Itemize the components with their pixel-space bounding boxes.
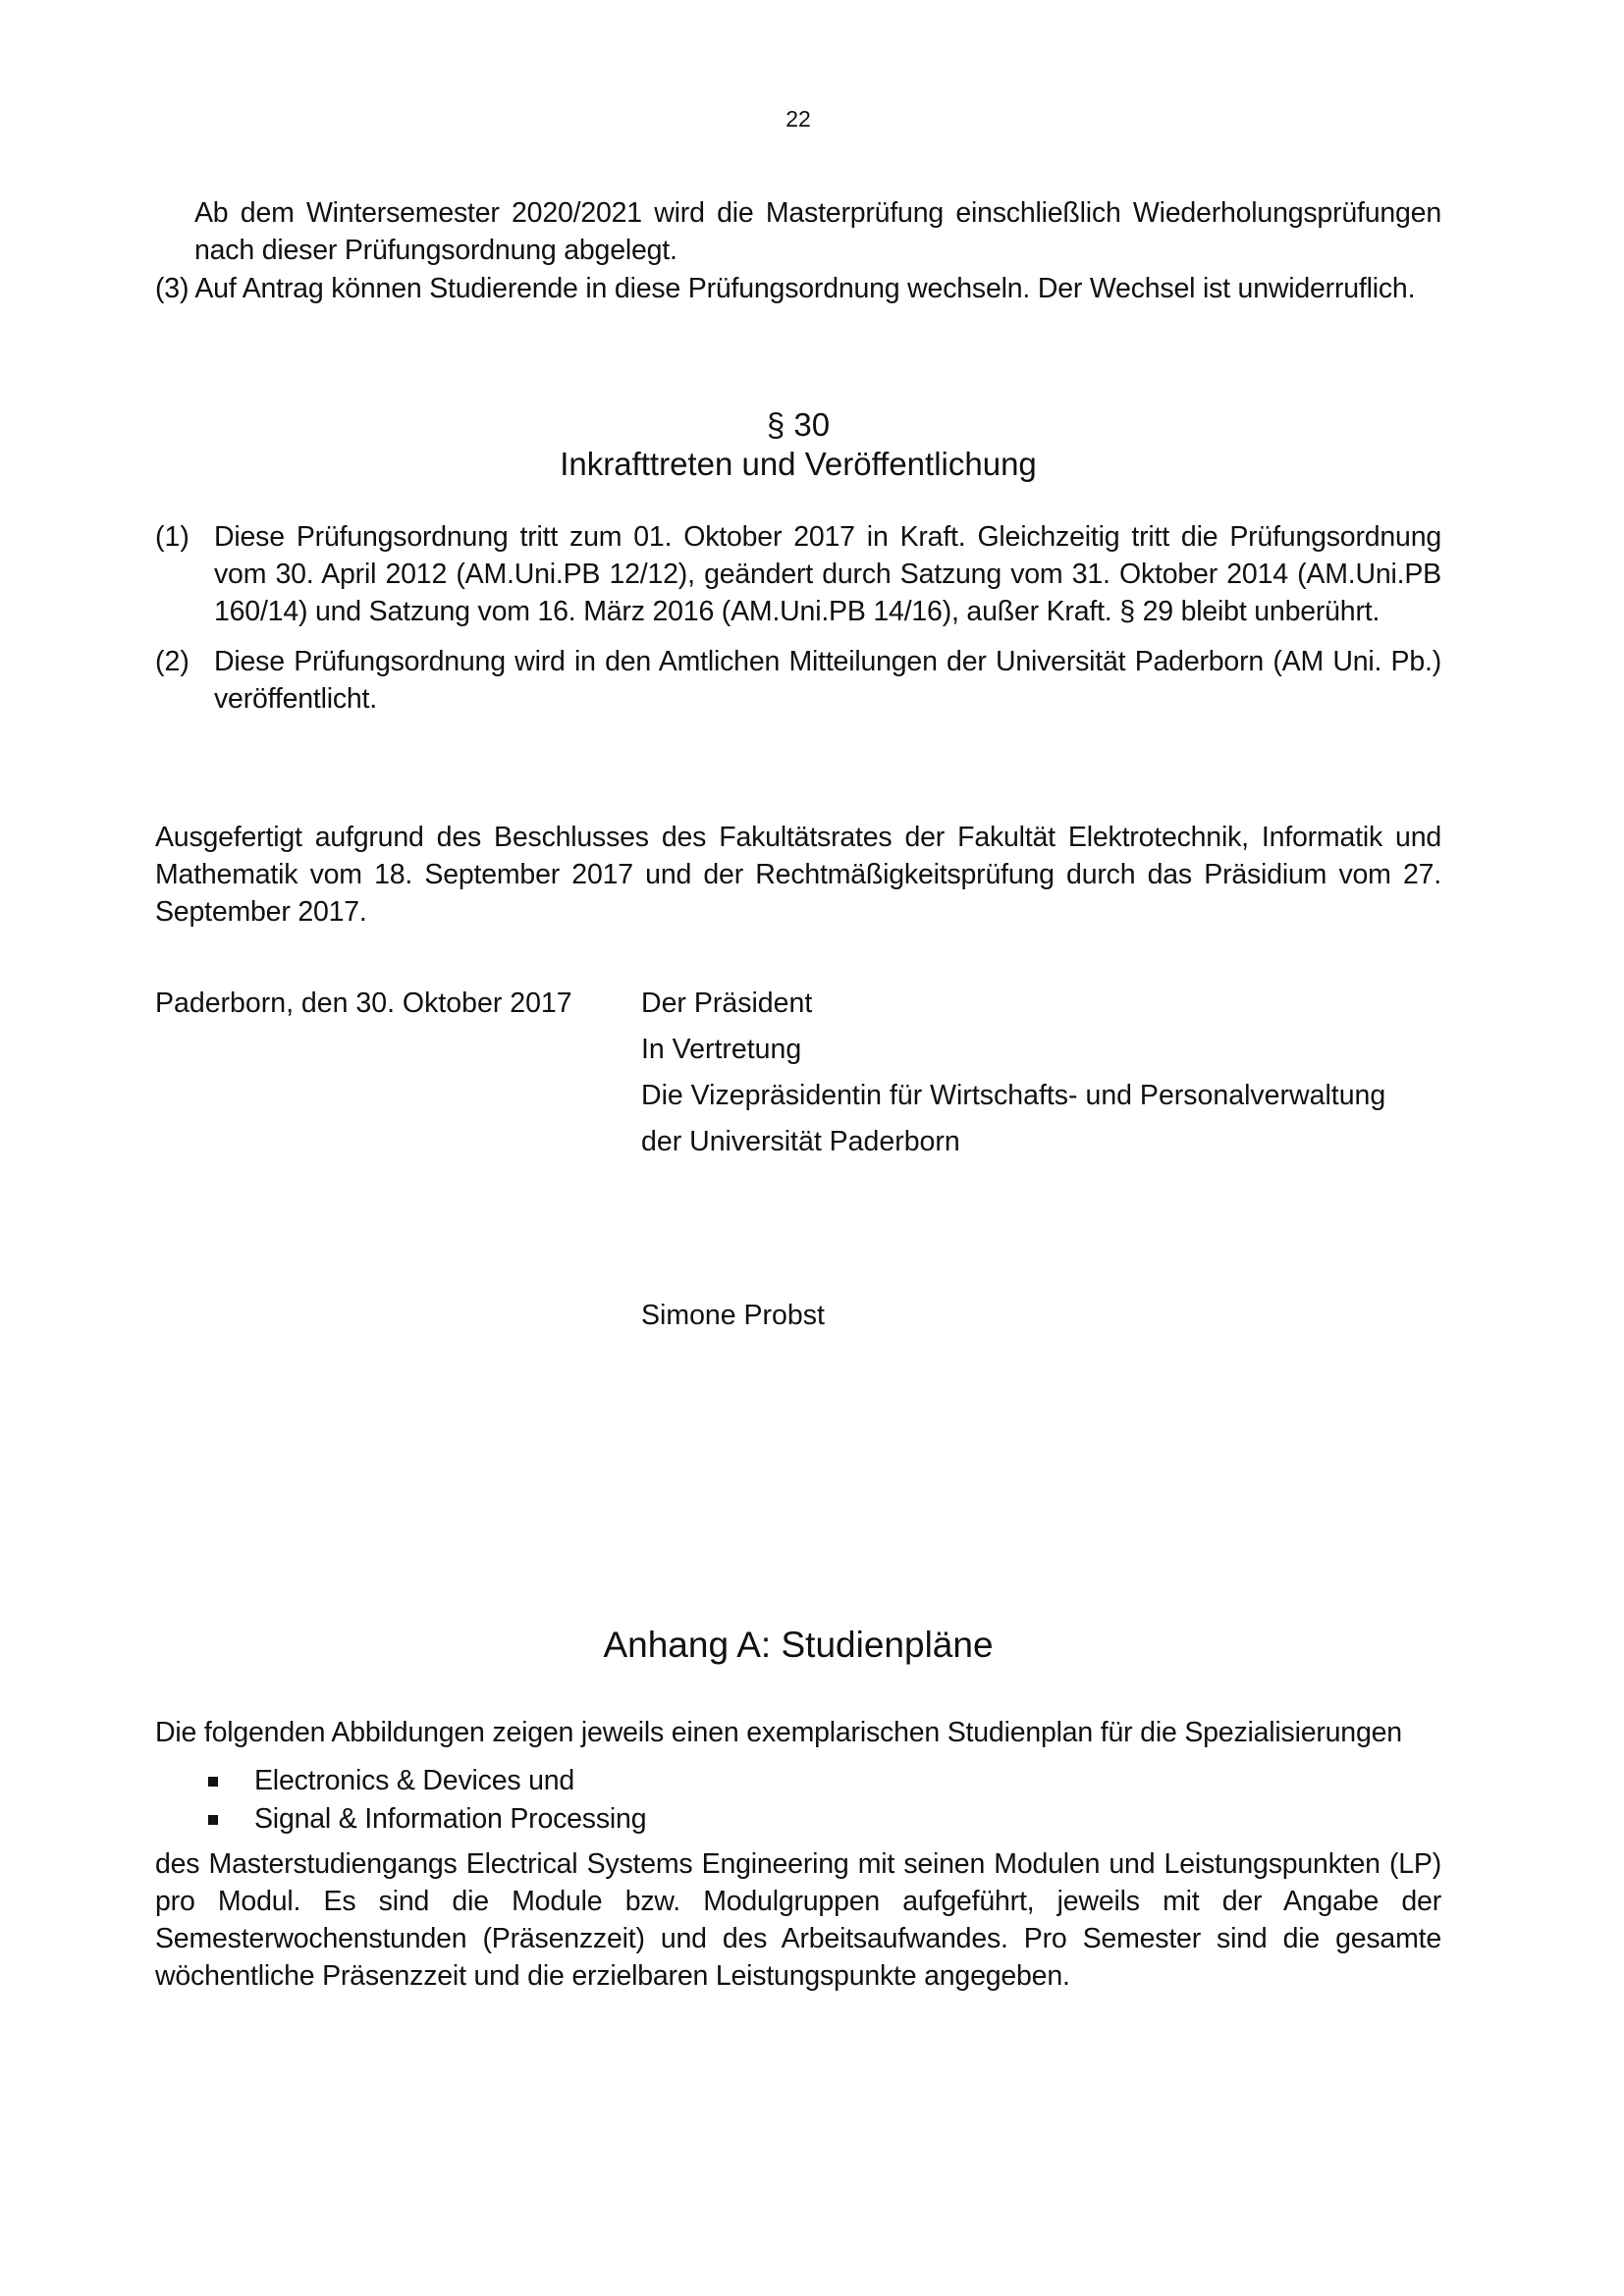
item-2-label: (2) bbox=[155, 646, 189, 677]
section-30-title: Inkrafttreten und Veröffentlichung bbox=[560, 446, 1037, 482]
section-29-paragraph-3: (3) Auf Antrag können Studierende in diese Prüfungsordnung wechseln. Der Wechsel ist unwiderruflich. bbox=[155, 273, 1416, 304]
bullet-text: Electronics & Devices und bbox=[254, 1765, 575, 1796]
appendix-title: Anhang A: Studienpläne bbox=[603, 1625, 994, 1665]
signature-line-3: Die Vizepräsidentin für Wirtschafts- und Personalverwaltung bbox=[641, 1080, 1386, 1111]
signature-line-4: der Universität Paderborn bbox=[641, 1126, 960, 1157]
item-2-text: Diese Prüfungsordnung wird in den Amtlichen Mitteilungen der Universität Paderborn (AM Uni. Pb.) veröffentlicht. bbox=[214, 646, 1441, 715]
enactment-paragraph: Ausgefertigt aufgrund des Beschlusses des Fakultätsrates der Fakultät Elektrotechnik, Informatik und Mathematik vom 18. September 2017 und der Rechtmäßigkeitsprüfung durch das Präsidium vom 27. September 2017. bbox=[155, 822, 1441, 928]
signature-line-1: Der Präsident bbox=[641, 988, 813, 1019]
place-and-date: Paderborn, den 30. Oktober 2017 bbox=[155, 988, 572, 1019]
signature-line-2: In Vertretung bbox=[641, 1034, 802, 1065]
appendix-outro: des Masterstudiengangs Electrical Systems Engineering mit seinen Modulen und Leistungspunkten (LP) pro Modul. Es sind die Module bzw. Modulgruppen aufgeführt, jeweils mit der Angabe der Semesterwochenstunden (Präsenzzeit) und des Arbeitsaufwandes. Pro Semester sind die gesamte wöchentliche Präsenzzeit und die erzielbaren Leistungspunkte angegeben. bbox=[155, 1848, 1441, 1992]
signatory-name: Simone Probst bbox=[641, 1300, 825, 1331]
appendix-intro: Die folgenden Abbildungen zeigen jeweils einen exemplarischen Studienplan für die Spezialisierungen bbox=[155, 1717, 1402, 1748]
bullet-text: Signal & Information Processing bbox=[254, 1803, 647, 1835]
item-1-label: (1) bbox=[155, 521, 189, 553]
section-30-number: § 30 bbox=[766, 406, 831, 443]
bullet-square-icon bbox=[208, 1777, 218, 1787]
section-29-continuation-paragraph: Ab dem Wintersemester 2020/2021 wird die Masterprüfung einschließlich Wiederholungsprüfungen nach dieser Prüfungsordnung abgelegt. bbox=[194, 197, 1441, 266]
bullet-square-icon bbox=[208, 1815, 218, 1825]
page-number: 22 bbox=[785, 106, 811, 132]
item-1-text: Diese Prüfungsordnung tritt zum 01. Oktober 2017 in Kraft. Gleichzeitig tritt die Prüfungsordnung vom 30. April 2012 (AM.Uni.PB 12/12), geändert durch Satzung vom 31. Oktober 2014 (AM.Uni.PB 160/14) und Satzung vom 16. März 2016 (AM.Uni.PB 14/16), außer Kraft. § 29 bleibt unberührt. bbox=[214, 521, 1441, 627]
